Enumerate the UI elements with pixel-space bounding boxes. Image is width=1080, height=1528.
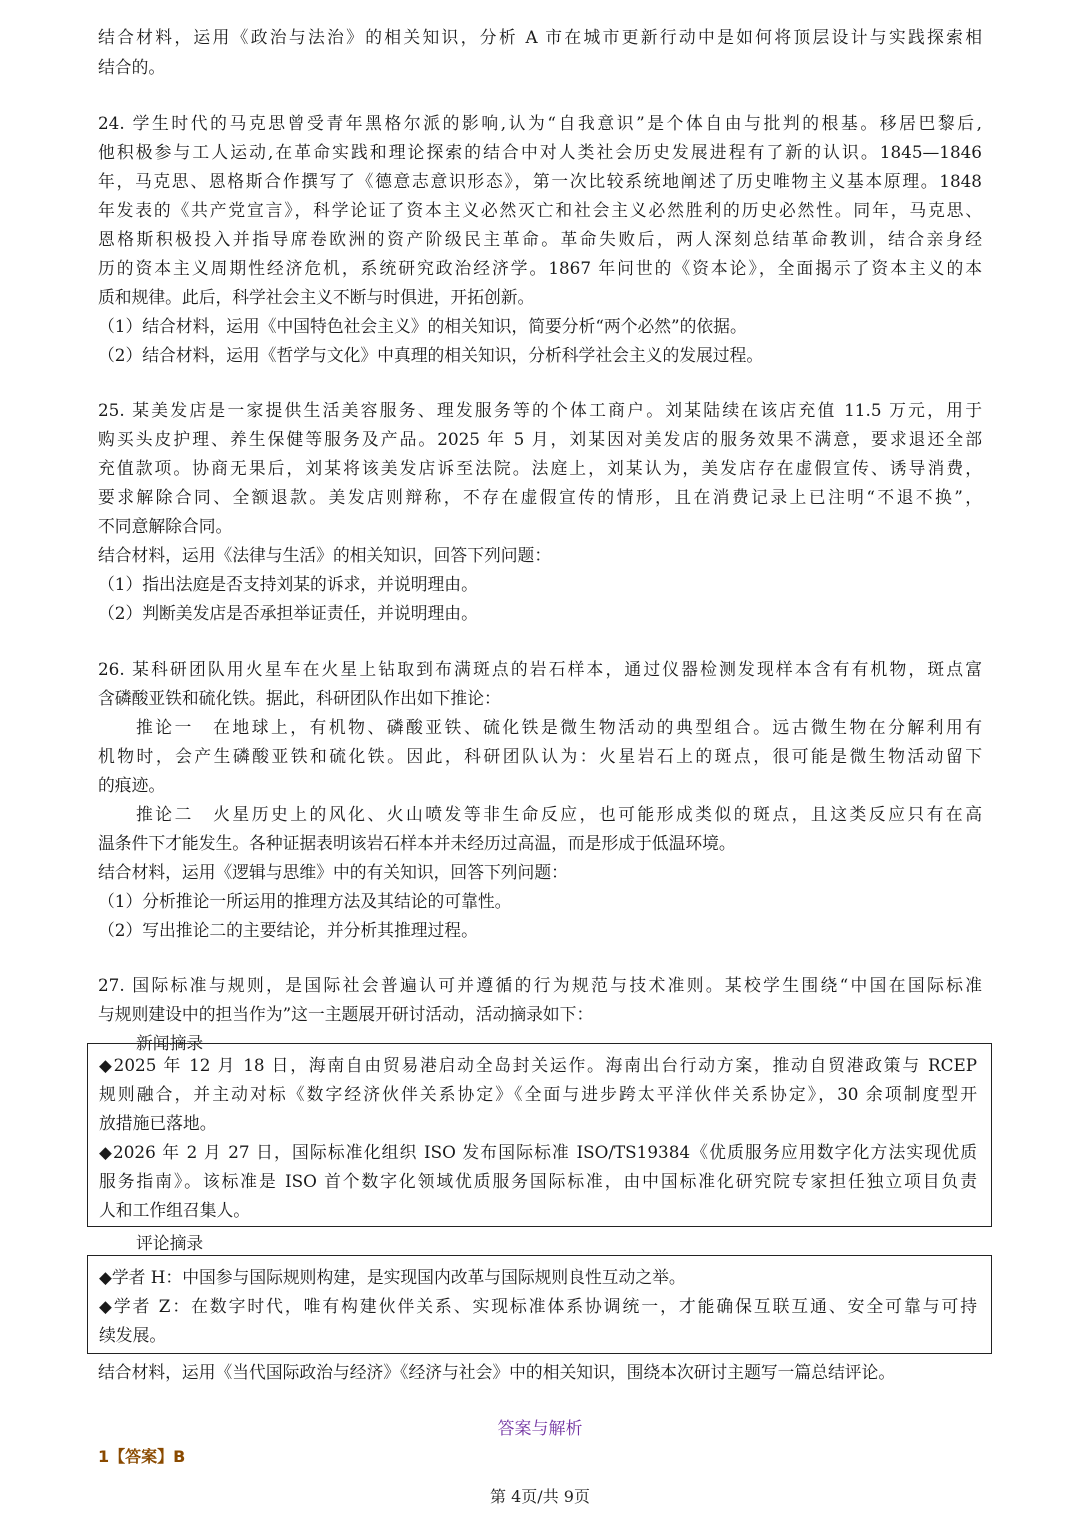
q24-sub-question-1: （1）结合材料，运用《中国特色社会主义》的相关知识，简要分析“两个必然”的依据。 [98,316,747,336]
q25-line: 充值款项。协商无果后，刘某将该美发店诉至法院。法庭上，刘某认为，美发店存在虚假宣传、诱导消费， [98,458,982,478]
q26-inference-2: 温条件下才能发生。各种证据表明该岩石样本并未经历过高温，而是形成于低温环境。 [98,833,736,853]
news-line: ◆2025 年 12 月 18 日，海南自由贸易港启动全岛封关运作。海南出台行动方案，推动自贸港政策与 RCEP [99,1055,977,1075]
q24-line: 质和规律。此后，科学社会主义不断与时俱进，开拓创新。 [98,287,535,307]
q26-inference-1: 推论一 在地球上，有机物、磷酸亚铁、硫化铁是微生物活动的典型组合。远古微生物在分解利用有 [136,717,982,737]
q25-line: 要求解除合同、全额退款。美发店则辩称，不存在虚假宣传的情形，且在消费记录上已注明“不退不换”， [98,487,982,507]
comment-line: ◆学者 Z：在数字时代，唯有构建伙伴关系、实现标准体系协调统一，才能确保互联互通、安全可靠与可持 [99,1296,977,1316]
q26-sub-question-2: （2）写出推论二的主要结论，并分析其推理过程。 [98,920,478,940]
q27-line: 27. 国际标准与规则，是国际社会普遍认可并遵循的行为规范与技术准则。某校学生围绕“中国在国际标准 [98,975,982,995]
q26-sub-question-1: （1）分析推论一所运用的推理方法及其结论的可靠性。 [98,891,512,911]
q25-line: 25. 某美发店是一家提供生活美容服务、理发服务等的个体工商户。刘某陆续在该店充值 11.5 万元，用于 [98,400,982,420]
q26-inference-1: 机物时，会产生磷酸亚铁和硫化铁。因此，科研团队认为：火星岩石上的斑点，很可能是微生物活动留下 [98,746,982,766]
answers-heading: 答案与解析 [497,1419,583,1439]
intro-line: 结合材料，运用《政治与法治》的相关知识，分析 A 市在城市更新行动中是如何将顶层设计与实践探索相 [98,27,982,47]
comment-line: ◆学者 H：中国参与国际规则构建，是实现国内改革与国际规则良性互动之举。 [99,1267,686,1287]
q24-line: 年发表的《共产党宣言》，科学论证了资本主义必然灭亡和社会主义必然胜利的历史必然性。同年，马克思、 [98,200,982,220]
page-footer: 第 4页/共 9页 [490,1487,590,1506]
q25-prompt: 结合材料，运用《法律与生活》的相关知识，回答下列问题： [98,545,552,565]
q24-line: 恩格斯积极投入并指导席卷欧洲的资产阶级民主革命。革命失败后，两人深刻总结革命教训，结合亲身经 [98,229,982,249]
comment-excerpt-box [87,1255,992,1354]
news-line: ◆2026 年 2 月 27 日，国际标准化组织 ISO 发布国际标准 ISO/TS19384《优质服务应用数字化方法实现优质 [99,1142,977,1162]
q25-line: 购买头皮护理、养生保健等服务及产品。2025 年 5 月，刘某因对美发店的服务效果不满意，要求退还全部 [98,429,982,449]
q26-inference-1: 的痕迹。 [98,775,166,795]
q26-line: 含磷酸亚铁和硫化铁。据此，科研团队作出如下推论： [98,688,501,708]
q24-line: 年，马克思、恩格斯合作撰写了《德意志意识形态》，第一次比较系统地阐述了历史唯物主义基本原理。1848 [98,171,982,191]
q26-line: 26. 某科研团队用火星车在火星上钻取到布满斑点的岩石样本，通过仪器检测发现样本含有有机物，斑点富 [98,659,982,679]
news-line: 规则融合，并主动对标《数字经济伙伴关系协定》《全面与进步跨太平洋伙伴关系协定》，30 余项制度型开 [99,1084,977,1104]
news-excerpt-box [87,1043,992,1227]
q25-sub-question-1: （1）指出法庭是否支持刘某的诉求，并说明理由。 [98,574,478,594]
comment-label: 评论摘录 [136,1233,204,1253]
q26-prompt: 结合材料，运用《逻辑与思维》中的有关知识，回答下列问题： [98,862,568,882]
q26-inference-2: 推论二 火星历史上的风化、火山喷发等非生命反应，也可能形成类似的斑点，且这类反应只有在高 [136,804,982,824]
q27-line: 与规则建设中的担当作为”这一主题展开研讨活动，活动摘录如下： [98,1004,594,1024]
comment-line: 续发展。 [99,1325,167,1345]
news-line: 人和工作组召集人。 [99,1200,251,1220]
q24-line: 24. 学生时代的马克思曾受青年黑格尔派的影响,认为“自我意识”是个体自由与批判的根基。移居巴黎后, [98,113,982,133]
q24-line: 历的资本主义周期性经济危机，系统研究政治经济学。1867 年问世的《资本论》，全面揭示了资本主义的本 [98,258,982,278]
intro-line: 结合的。 [98,57,166,77]
q25-line: 不同意解除合同。 [98,516,233,536]
q24-sub-question-2: （2）结合材料，运用《哲学与文化》中真理的相关知识，分析科学社会主义的发展过程。 [98,345,764,365]
q25-sub-question-2: （2）判断美发店是否承担举证责任，并说明理由。 [98,603,478,623]
news-line: 放措施已落地。 [99,1113,217,1133]
answer-1: 1【答案】B [98,1447,186,1466]
news-line: 服务指南》。该标准是 ISO 首个数字化领域优质服务国际标准，由中国标准化研究院专家担任独立项目负责 [99,1171,977,1191]
news-label: 新闻摘录 [136,1033,204,1053]
q27-prompt: 结合材料，运用《当代国际政治与经济》《经济与社会》中的相关知识，围绕本次研讨主题写一篇总结评论。 [98,1362,896,1382]
q24-line: 他积极参与工人运动,在革命实践和理论探索的结合中对人类社会历史发展进程有了新的认识。1845—1846 [98,142,982,162]
